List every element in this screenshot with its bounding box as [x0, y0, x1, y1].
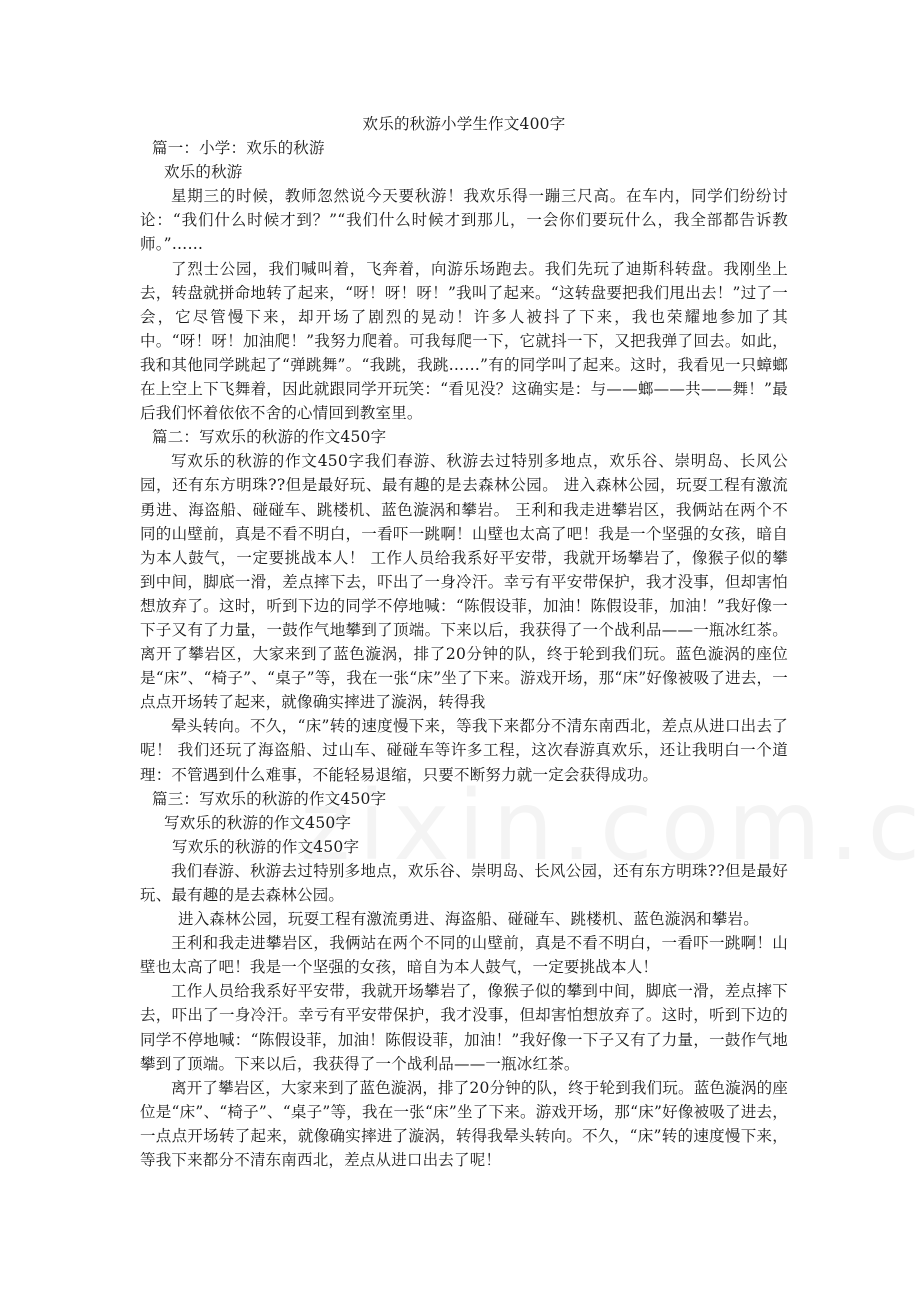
section1-heading: 篇一：小学：欢乐的秋游	[152, 139, 325, 158]
section3-paragraph-5: 离开了攀岩区，大家来到了蓝色漩涡，排了20分钟的队，终于轮到我们玩。蓝色漩涡的座位是“床”、“椅子”、“桌子”等，我在一张“床”坐了下来。游戏开场，那“床”好像被吸了进去，一点点开场转了起来，就像确实摔进了漩涡，转得我晕头转向。不久，“床”转的速度慢下来，等我下来都分不清东南西北，差点从进口出去了呢！	[140, 1078, 788, 1170]
section1-paragraph-2: 了烈士公园，我们喊叫着，飞奔着，向游乐场跑去。我们先玩了迪斯科转盘。我刚坐上去，转盘就拼命地转了起来，“呀！呀！呀！”我叫了起来。“这转盘要把我们甩出去！”过了一会，它尽管慢下来，却开场了剧烈的晃动！许多人被抖了下来，我也荣耀地参加了其中。“呀！呀！加油爬！”我努力爬着。可我每爬一下，它就抖一下，又把我弹了回去。如此，我和其他同学跳起了“弹跳舞”。“我跳，我跳……”有的同学叫了起来。这时，我看见一只蟑螂在上空上下飞舞着，因此就跟同学开玩笑：“看见没？这确实是：与——螂——共——舞！”最后我们怀着依依不舍的心情回到教室里。	[140, 259, 788, 423]
section2-paragraph-2: 晕头转向。不久，“床”转的速度慢下来，等我下来都分不清东南西北，差点从进口出去了呢！ 我们还玩了海盗船、过山车、碰碰车等许多工程，这次春游真欢乐，还让我明白一个道理：不管遇到什么难事，不能轻易退缩，只要不断努力就一定会获得成功。	[140, 717, 788, 784]
section3-paragraph-2: 进入森林公园，玩耍工程有激流勇进、海盗船、碰碰车、跳楼机、蓝色漩涡和攀岩。	[178, 910, 759, 929]
section2-paragraph-1: 写欢乐的秋游的作文450字我们春游、秋游去过特别多地点，欢乐谷、崇明岛、长风公园，还有东方明珠??但是最好玩、最有趣的是去森林公园。 进入森林公园，玩耍工程有激流勇进、海盗船、碰碰车、跳楼机、蓝色漩涡和攀岩。 王利和我走进攀岩区，我俩站在两个不同的山壁前，真是不看不明白，一看吓一跳啊！山壁也太高了吧！我是一个坚强的女孩，暗自为本人鼓气，一定要挑战本人！ 工作人员给我系好平安带，我就开场攀岩了，像猴子似的攀到中间，脚底一滑，差点摔下去，吓出了一身冷汗。幸亏有平安带保护，我才没事，但却害怕想放弃了。这时，听到下边的同学不停地喊：“陈假设菲，加油！陈假设菲，加油！”我好像一下子又有了力量，一鼓作气地攀到了顶端。下来以后，我获得了一个战利品——一瓶冰红茶。 离开了攀岩区，大家来到了蓝色漩涡，排了20分钟的队，终于轮到我们玩。蓝色漩涡的座位是“床”、“椅子”、“桌子”等，我在一张“床”坐了下来。游戏开场，那“床”好像被吸了进去，一点点开场转了起来，就像确实摔进了漩涡，转得我	[140, 452, 788, 712]
section1-subtitle: 欢乐的秋游	[164, 163, 243, 182]
section3-paragraph-4: 工作人员给我系好平安带，我就开场攀岩了，像猴子似的攀到中间，脚底一滑，差点摔下去，吓出了一身冷汗。幸亏有平安带保护，我才没事，但却害怕想放弃了。这时，听到下边的同学不停地喊：“陈假设菲，加油！陈假设菲，加油！”我好像一下子又有了力量，一鼓作气地攀到了顶端。下来以后，我获得了一个战利品——一瓶冰红茶。	[140, 982, 788, 1073]
section3-heading: 篇三：写欢乐的秋游的作文450字	[152, 789, 387, 808]
section3-paragraph-3: 王利和我走进攀岩区，我俩站在两个不同的山壁前，真是不看不明白，一看吓一跳啊！山壁也太高了吧！我是一个坚强的女孩，暗自为本人鼓气，一定要挑战本人！	[140, 934, 788, 977]
section2-heading: 篇二：写欢乐的秋游的作文450字	[152, 428, 387, 447]
section3-subtitle-1: 写欢乐的秋游的作文450字	[164, 813, 352, 832]
document-title: 欢乐的秋游小学生作文400字	[362, 115, 566, 133]
section1-paragraph-1: 星期三的时候，教师忽然说今天要秋游！我欢乐得一蹦三尺高。在车内，同学们纷纷讨论：“我们什么时候才到？”“我们什么时候才到那儿，一会你们要玩什么，我全部都告诉教师。”……	[140, 187, 788, 254]
section3-paragraph-1: 我们春游、秋游去过特别多地点，欢乐谷、崇明岛、长风公园，还有东方明珠??但是最好玩、最有趣的是去森林公园。	[140, 861, 788, 904]
section3-subtitle-2: 写欢乐的秋游的作文450字	[172, 837, 360, 856]
document-page	[140, 112, 788, 1172]
